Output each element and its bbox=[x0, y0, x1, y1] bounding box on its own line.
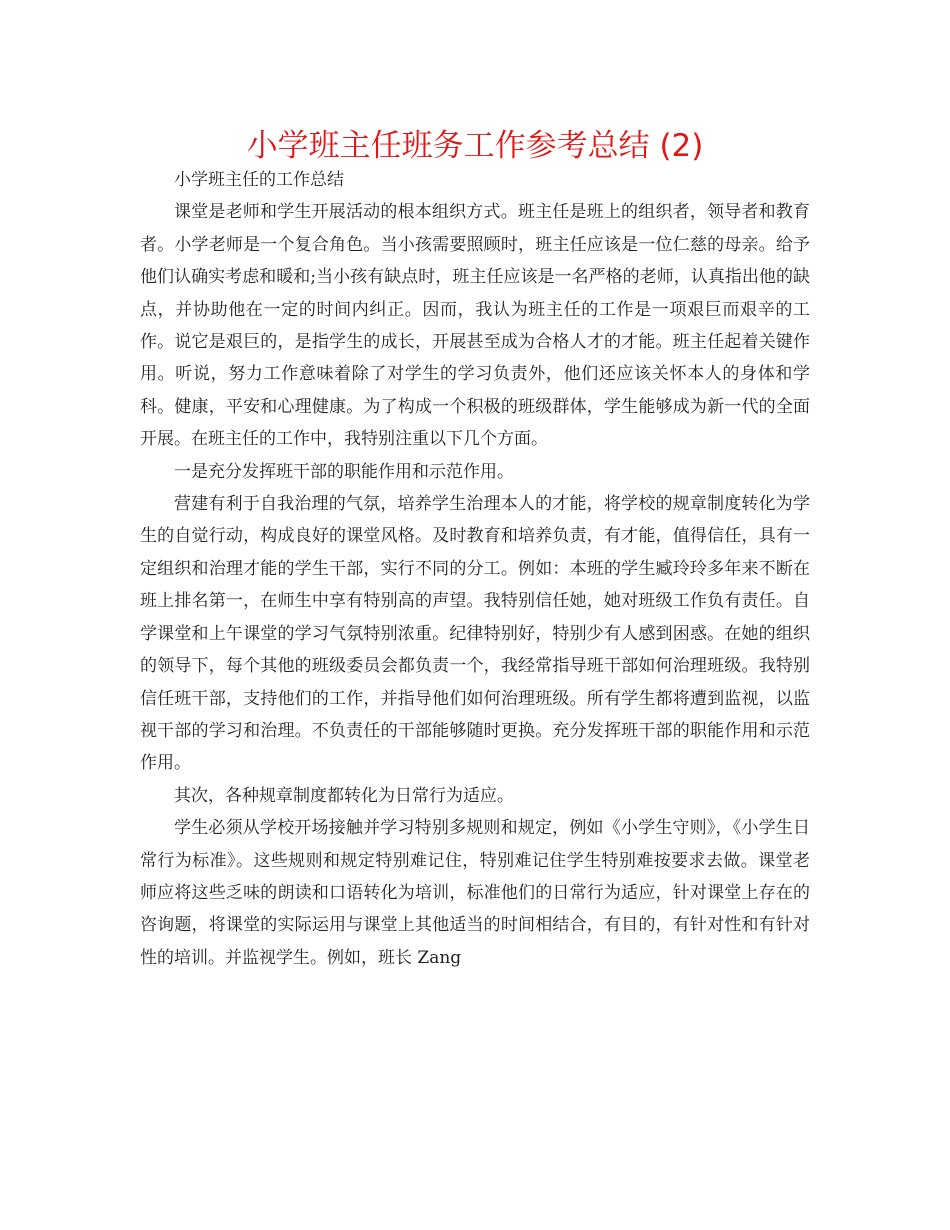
document-title: 小学班主任班务工作参考总结 (2) bbox=[246, 128, 704, 164]
document-body bbox=[140, 164, 810, 974]
paragraph-subtitle: 小学班主任的工作总结 bbox=[174, 170, 344, 190]
paragraph-rules-training: 学生必须从学校开场接触并学习特别多规则和规定，例如《小学生守则》，《小学生日常行为标准》。这些规则和规定特别难记住，特别难记住学生特别难按要求去做。课堂老师应将这些乏味的朗读和口语转化为培训，标准他们的日常行为适应，针对课堂上存在的咨询题，将课堂的实际运用与课堂上其他适当的时间相结合，有目的，有针对性和有针对性的培训。并监视学生。例如，班长 Zang bbox=[140, 818, 810, 968]
paragraph-intro: 课堂是老师和学生开展活动的根本组织方式。班主任是班上的组织者，领导者和教育者。小学老师是一个复合角色。当小孩需要照顾时，班主任应该是一位仁慈的母亲。给予他们认确实考虑和暖和;当小孩有缺点时，班主任应该是一名严格的老师，认真指出他的缺点，并协助他在一定的时间内纠正。因而，我认为班主任的工作是一项艰巨而艰辛的工作。说它是艰巨的，是指学生的成长，开展甚至成为合格人才的才能。班主任起着关键作用。听说，努力工作意味着除了对学生的学习负责外，他们还应该关怀本人的身体和学科。健康，平安和心理健康。为了构成一个积极的班级群体，学生能够成为新一代的全面开展。在班主任的工作中，我特别注重以下几个方面。 bbox=[140, 202, 810, 450]
paragraph-heading-two: 其次，各种规章制度都转化为日常行为适应。 bbox=[174, 785, 514, 806]
paragraph-heading-one: 一是充分发挥班干部的职能作用和示范作用。 bbox=[174, 461, 514, 482]
paragraph-class-cadres: 营建有利于自我治理的气氛，培养学生治理本人的才能，将学校的规章制度转化为学生的自觉行动，构成良好的课堂风格。及时教育和培养负责，有才能，值得信任，具有一定组织和治理才能的学生干部，实行不同的分工。例如：本班的学生臧玲玲多年来不断在班上排名第一，在师生中享有特别高的声望。我特别信任她，她对班级工作负有责任。自学课堂和上午课堂的学习气氛特别浓重。纪律特别好，特别少有人感到困惑。在她的组织的领导下，每个其他的班级委员会都负责一个，我经常指导班干部如何治理班级。我特别信任班干部，支持他们的工作，并指导他们如何治理班级。所有学生都将遭到监视，以监视干部的学习和治理。不负责任的干部能够随时更换。充分发挥班干部的职能作用和示范作用。 bbox=[140, 494, 810, 774]
